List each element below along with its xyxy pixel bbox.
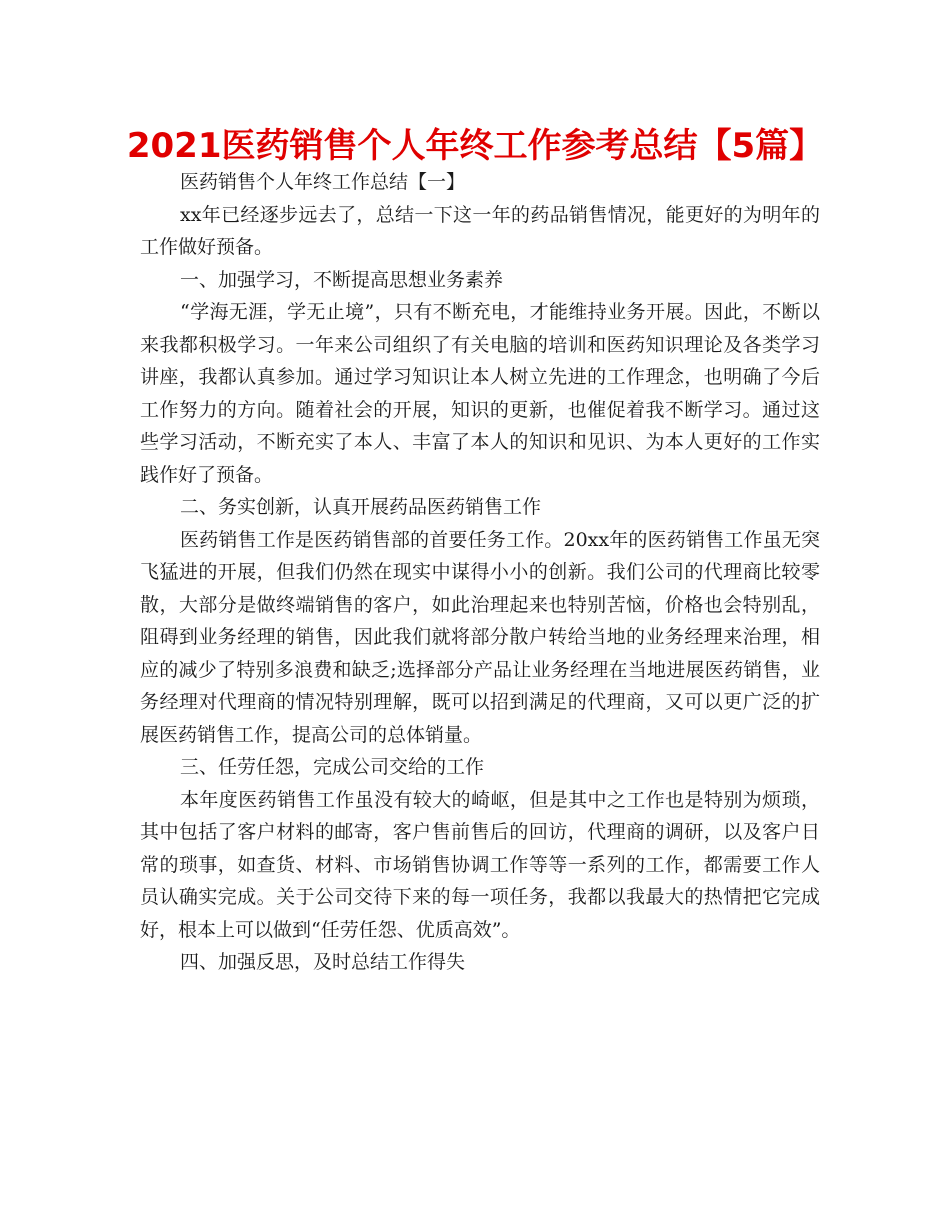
document-title: 2021医药销售个人年终工作参考总结【5篇】 bbox=[126, 126, 824, 166]
section-heading-3: 三、任劳任怨，完成公司交给的工作 bbox=[180, 756, 485, 778]
section-heading-4: 四、加强反思，及时总结工作得失 bbox=[180, 951, 466, 973]
paragraph-section-2: 医药销售工作是医药销售部的首要任务工作。20xx年的医药销售工作虽无突飞猛进的开展，但我们仍然在现实中谋得小小的创新。我们公司的代理商比较零散，大部分是做终端销售的客户，如此治理起来也特别苦恼，价格也会特别乱，阻碍到业务经理的销售，因此我们就将部分散户转给当地的业务经理来治理，相应的减少了特别多浪费和缺乏;选择部分产品让业务经理在当地进展医药销售，业务经理对代理商的情况特别理解，既可以招到满足的代理商，又可以更广泛的扩展医药销售工作，提高公司的总体销量。 bbox=[140, 528, 820, 746]
paragraph-section-1: “学海无涯，学无止境”，只有不断充电，才能维持业务开展。因此，不断以来我都积极学习。一年来公司组织了有关电脑的培训和医药知识理论及各类学习讲座，我都认真参加。通过学习知识让本人树立先进的工作理念，也明确了今后工作努力的方向。随着社会的开展，知识的更新，也催促着我不断学习。通过这些学习活动，不断充实了本人、丰富了本人的知识和见识、为本人更好的工作实践作好了预备。 bbox=[140, 301, 820, 486]
section-heading-1: 一、加强学习，不断提高思想业务素养 bbox=[180, 268, 504, 291]
paragraph-section-3: 本年度医药销售工作虽没有较大的崎岖，但是其中之工作也是特别为烦琐，其中包括了客户材料的邮寄，客户售前售后的回访，代理商的调研，以及客户日常的琐事，如查货、材料、市场销售协调工作等等一系列的工作，都需要工作人员认确实完成。关于公司交待下来的每一项任务，我都以我最大的热情把它完成好，根本上可以做到“任劳任怨、优质高效”。 bbox=[140, 788, 820, 941]
section-heading-2: 二、务实创新，认真开展药品医药销售工作 bbox=[180, 496, 542, 518]
document-body bbox=[140, 166, 820, 979]
paragraph-subtitle: 医药销售个人年终工作总结【一】 bbox=[180, 171, 466, 193]
paragraph-intro: xx年已经逐步远去了，总结一下这一年的药品销售情况，能更好的为明年的工作做好预备。 bbox=[140, 203, 820, 258]
